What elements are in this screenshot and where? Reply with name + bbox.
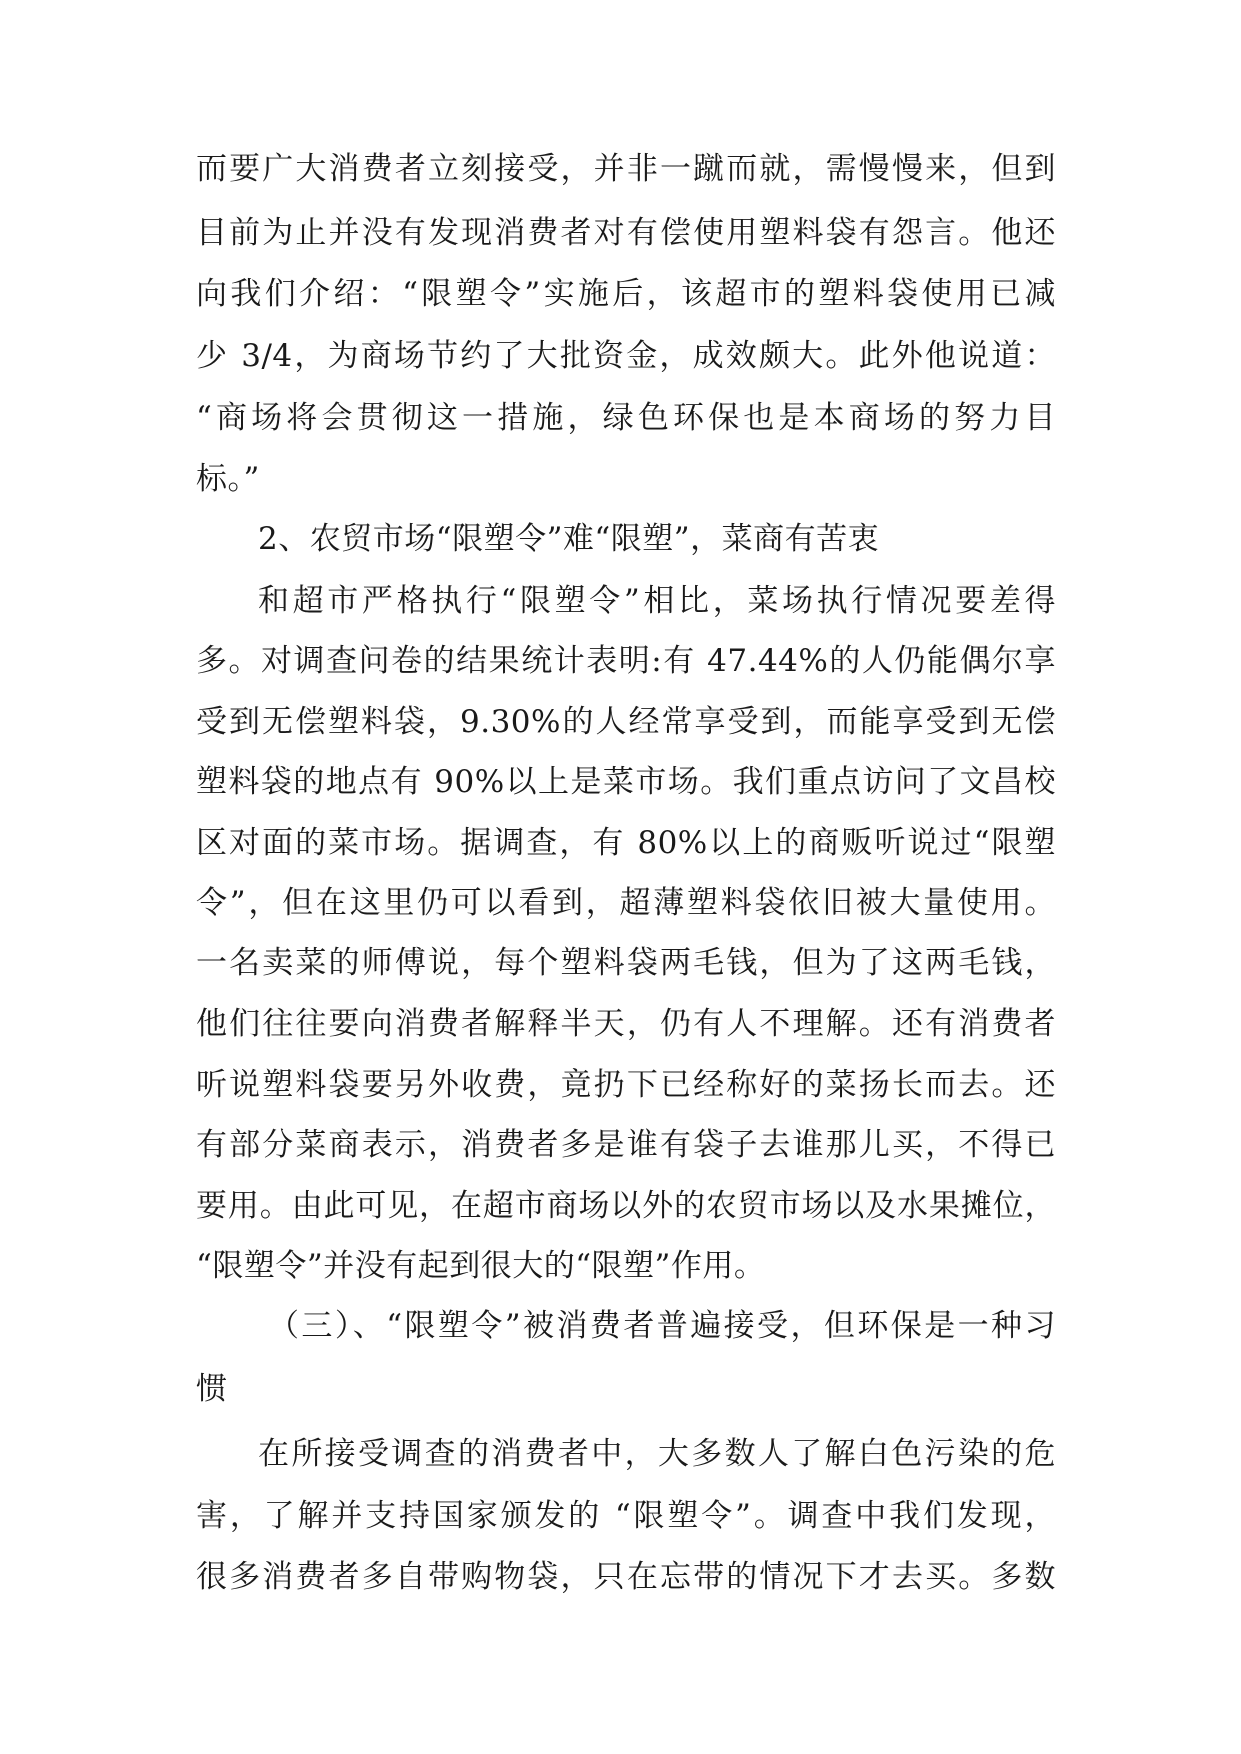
paragraph-first-line: 在所接受调查的消费者中，大多数人了解白色污染的危 [258, 1436, 1056, 1472]
text-line: 少 3/4，为商场节约了大批资金，成效颇大。此外他说道： [196, 338, 1056, 374]
text-line: 要用。由此可见，在超市商场以外的农贸市场以及水果摊位， [196, 1188, 1056, 1224]
text-line: 区对面的菜市场。据调查，有 80%以上的商贩听说过“限塑 [196, 825, 1056, 861]
text-line: “限塑令”并没有起到很大的“限塑”作用。 [196, 1248, 766, 1284]
text-line: 塑料袋的地点有 90%以上是菜市场。我们重点访问了文昌校 [196, 764, 1056, 800]
text-line: 害，了解并支持国家颁发的 “限塑令”。调查中我们发现， [196, 1498, 1056, 1534]
text-line: 一名卖菜的师傅说，每个塑料袋两毛钱，但为了这两毛钱， [196, 945, 1056, 981]
text-line: 受到无偿塑料袋，9.30%的人经常享受到，而能享受到无偿 [196, 704, 1056, 740]
text-line: 听说塑料袋要另外收费，竟扔下已经称好的菜扬长而去。还 [196, 1067, 1056, 1103]
text-line: 多。对调查问卷的结果统计表明:有 47.44%的人仍能偶尔享 [196, 643, 1056, 679]
text-line: 他们往往要向消费者解释半天，仍有人不理解。还有消费者 [196, 1006, 1056, 1042]
text-line: 有部分菜商表示，消费者多是谁有袋子去谁那儿买，不得已 [196, 1127, 1056, 1163]
paragraph-first-line: 和超市严格执行“限塑令”相比，菜场执行情况要差得 [258, 583, 1056, 619]
text-line: 标。” [196, 461, 260, 497]
text-line: 很多消费者多自带购物袋，只在忘带的情况下才去买。多数 [196, 1559, 1056, 1595]
text-line: 向我们介绍：“限塑令”实施后，该超市的塑料袋使用已减 [196, 276, 1056, 312]
section-heading: （三）、“限塑令”被消费者普遍接受，但环保是一种习 [268, 1308, 1056, 1344]
section-heading: 2、农贸市场“限塑令”难“限塑”，菜商有苦衷 [258, 521, 880, 557]
text-line: “商场将会贯彻这一措施，绿色环保也是本商场的努力目 [196, 400, 1056, 436]
section-heading-continuation: 惯 [196, 1371, 228, 1407]
text-line: 而要广大消费者立刻接受，并非一蹴而就，需慢慢来，但到 [196, 151, 1056, 187]
text-line: 令”，但在这里仍可以看到，超薄塑料袋依旧被大量使用。 [196, 885, 1056, 921]
text-line: 目前为止并没有发现消费者对有偿使用塑料袋有怨言。他还 [196, 215, 1056, 251]
